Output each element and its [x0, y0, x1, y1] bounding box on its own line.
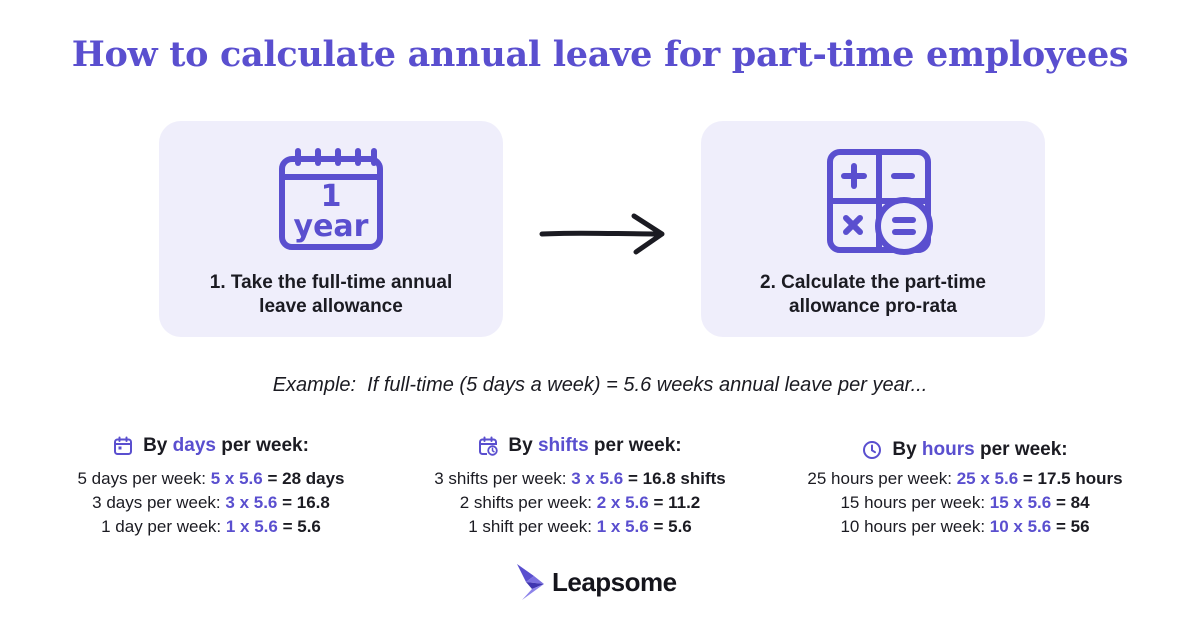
row-result: = 5.6 — [648, 517, 692, 536]
row-prefix: 15 hours per week: — [840, 493, 990, 512]
row-result: = 17.5 hours — [1018, 469, 1123, 488]
row-result: = 5.6 — [277, 517, 321, 536]
row-expression: 15 x 5.6 — [989, 493, 1052, 512]
row-prefix: 10 hours per week: — [840, 517, 990, 536]
clock-icon — [862, 440, 882, 460]
row-result: = 16.8 shifts — [623, 469, 726, 488]
list-item — [775, 515, 1155, 539]
heading-highlight: days — [172, 435, 216, 456]
heading-prefix: By — [508, 435, 538, 456]
row-expression: 2 x 5.6 — [596, 493, 649, 512]
heading-highlight: hours — [921, 439, 975, 460]
list-item — [775, 491, 1155, 515]
row-prefix: 2 shifts per week: — [459, 493, 597, 512]
column-days-heading — [21, 433, 401, 459]
arrow-right-icon — [538, 210, 666, 256]
row-expression: 5 x 5.6 — [210, 469, 263, 488]
example-text: Example: If full-time (5 days a week) = 5.6 weeks annual leave per year... — [272, 374, 928, 396]
list-item — [390, 515, 770, 539]
row-expression: 1 x 5.6 — [225, 517, 278, 536]
list-item — [390, 491, 770, 515]
row-result: = 11.2 — [648, 493, 701, 512]
logo-wordmark: Leapsome — [552, 566, 677, 597]
list-item — [21, 491, 401, 515]
row-result: = 84 — [1051, 493, 1090, 512]
list-item — [21, 467, 401, 491]
calendar-clock-icon — [478, 436, 498, 456]
row-prefix: 5 days per week: — [77, 469, 211, 488]
row-result: = 56 — [1051, 517, 1090, 536]
column-shifts — [390, 433, 770, 539]
step-card-part-time — [701, 121, 1045, 337]
column-hours-heading — [775, 437, 1155, 463]
row-prefix: 1 day per week: — [101, 517, 226, 536]
row-expression: 10 x 5.6 — [989, 517, 1052, 536]
column-days — [21, 433, 401, 539]
row-expression: 3 x 5.6 — [225, 493, 278, 512]
row-prefix: 25 hours per week: — [807, 469, 957, 488]
step-card-full-time — [159, 121, 503, 337]
column-hours — [775, 433, 1155, 539]
row-prefix: 3 days per week: — [92, 493, 226, 512]
leapsome-bird-icon — [514, 562, 548, 602]
list-item — [390, 467, 770, 491]
page-title: How to calculate annual leave for part-time employees — [71, 34, 1129, 75]
leapsome-logo — [514, 562, 677, 602]
row-result: = 16.8 — [277, 493, 330, 512]
calendar-small-icon — [113, 436, 133, 456]
column-shifts-heading — [390, 433, 770, 459]
row-expression: 1 x 5.6 — [596, 517, 649, 536]
calendar-icon — [276, 146, 386, 256]
heading-suffix: per week: — [974, 439, 1068, 460]
step-1-label: 1. Take the full-time annual leave allowance — [209, 272, 453, 317]
list-item — [21, 515, 401, 539]
calculator-icon — [824, 146, 934, 256]
calendar-number: 1 — [320, 179, 342, 214]
heading-suffix: per week: — [588, 435, 682, 456]
list-item — [775, 467, 1155, 491]
row-prefix: 1 shift per week: — [468, 517, 597, 536]
heading-prefix: By — [892, 439, 922, 460]
calendar-unit: year — [293, 209, 369, 244]
step-2-label: 2. Calculate the part-time allowance pro-rata — [760, 272, 986, 317]
heading-prefix: By — [143, 435, 173, 456]
heading-suffix: per week: — [215, 435, 309, 456]
row-expression: 3 x 5.6 — [571, 469, 624, 488]
heading-highlight: shifts — [537, 435, 589, 456]
row-prefix: 3 shifts per week: — [434, 469, 572, 488]
row-result: = 28 days — [262, 469, 345, 488]
row-expression: 25 x 5.6 — [956, 469, 1019, 488]
